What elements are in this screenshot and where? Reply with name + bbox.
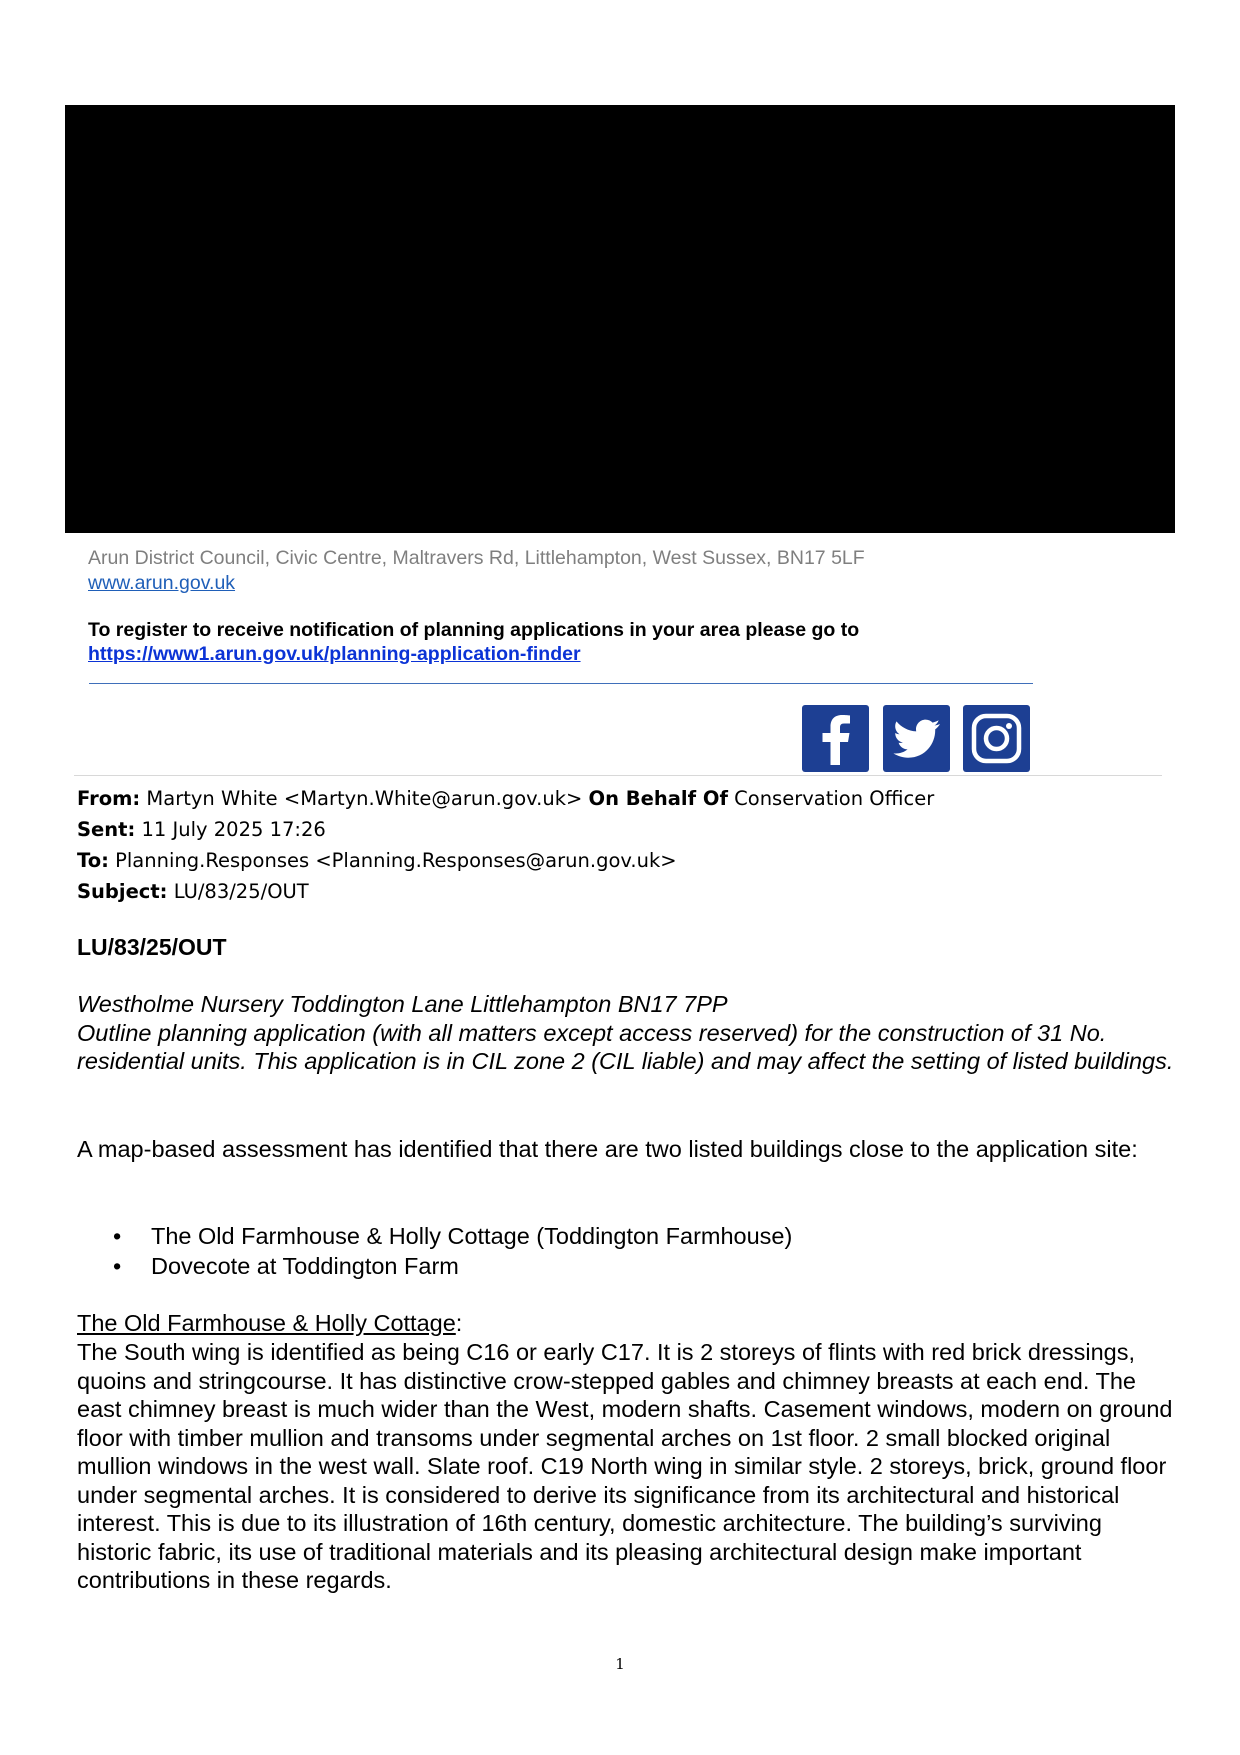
council-website-link[interactable]: www.arun.gov.uk: [88, 572, 236, 594]
application-details: [77, 990, 1177, 1076]
to-value: Planning.Responses <Planning.Responses@arun.gov.uk>: [115, 849, 677, 872]
redacted-banner-image: [65, 105, 1175, 533]
application-reference-heading: LU/83/25/OUT: [77, 934, 227, 960]
sent-value: 11 July 2025 17:26: [141, 818, 326, 841]
list-item: • The Old Farmhouse & Holly Cottage (Toddington Farmhouse): [113, 1221, 792, 1251]
facebook-button[interactable]: [802, 705, 869, 772]
instagram-button[interactable]: [963, 705, 1030, 772]
subject-value: LU/83/25/OUT: [173, 880, 309, 903]
planning-application-finder-link[interactable]: https://www1.arun.gov.uk/planning-application-finder: [88, 643, 581, 665]
instagram-icon: [963, 705, 1030, 772]
from-value: Martyn White <Martyn.White@arun.gov.uk>: [146, 787, 583, 810]
list-item: • Dovecote at Toddington Farm: [113, 1251, 792, 1281]
section-heading: The Old Farmhouse & Holly Cottage:: [77, 1310, 463, 1336]
behalf-value: Conservation Officer: [734, 787, 935, 810]
subject-line: Subject: LU/83/25/OUT: [77, 880, 309, 903]
register-notification-text: To register to receive notification of planning applications in your area please go to: [88, 619, 860, 641]
from-line: From: Martyn White <Martyn.White@arun.gov.uk> On Behalf Of Conservation Officer: [77, 787, 935, 810]
email-headers: [77, 783, 934, 907]
footer-divider: [89, 683, 1033, 684]
twitter-button[interactable]: [883, 705, 950, 772]
site-address: Westholme Nursery Toddington Lane Littlehampton BN17 7PP: [77, 991, 728, 1017]
farmhouse-description: The South wing is identified as being C16 or early C17. It is 2 storeys of flints with red brick dressings, quoins and stringcourse. It has distinctive crow-stepped gables and chimney breasts at each end. The east chimney breast is much wider than the West, modern shafts. Casement windows, modern on ground floor with timber mullion and transoms under segmental arches on 1st floor. 2 small blocked original mullion windows in the west wall. Slate roof. C19 North wing in similar style. 2 storeys, brick, ground floor under segmental arches. It is considered to derive its significance from its architectural and historical interest. This is due to its illustration of 16th century, domestic architecture. The building’s surviving historic fabric, its use of traditional materials and its pleasing architectural design make important contributions in these regards.: [77, 1339, 1173, 1593]
application-description: Outline planning application (with all matters except access reserved) for the construction of 31 No. residential units. This application is in CIL zone 2 (CIL liable) and may affect the setting of listed buildings.: [77, 1019, 1174, 1074]
assessment-paragraph: A map-based assessment has identified that there are two listed buildings close to the application site:: [77, 1136, 1138, 1162]
council-address: Arun District Council, Civic Centre, Maltravers Rd, Littlehampton, West Sussex, BN17 5LF: [88, 547, 865, 569]
to-line: To: Planning.Responses <Planning.Responses@arun.gov.uk>: [77, 849, 677, 872]
twitter-icon: [883, 705, 950, 772]
page-number: 1: [615, 1655, 625, 1673]
sent-line: Sent: 11 July 2025 17:26: [77, 818, 326, 841]
listed-buildings-list: [113, 1221, 792, 1281]
email-header-divider: [74, 775, 1162, 776]
facebook-icon: [802, 705, 869, 772]
